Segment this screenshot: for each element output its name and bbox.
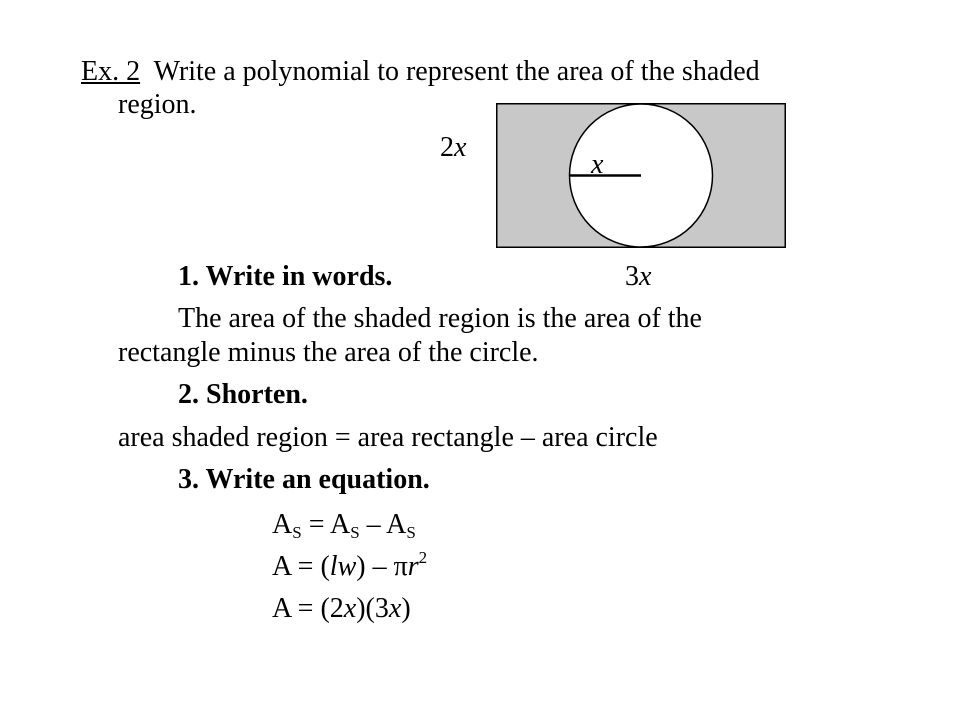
figure-width-label: 2x (440, 132, 467, 163)
example-label: Ex. 2 (81, 56, 141, 87)
equation-2: $A = (lw) - \pi r^2$ (272, 548, 428, 582)
figure-radius-label: x (591, 149, 604, 180)
equation-1: $A_S = A_S - A_S$ (272, 509, 416, 542)
step-2-label: 2. Shorten. (178, 379, 308, 410)
shaded-region-figure (496, 103, 786, 248)
step-1-text-line-2: rectangle minus the area of the circle. (118, 337, 539, 368)
question-line-2: region. (118, 89, 197, 120)
step-1-label: 1. Write in words. (178, 261, 393, 292)
figure-length-label: 3x (625, 261, 652, 292)
example-heading (81, 55, 760, 89)
equation-3: A = (2x)(3x) (272, 593, 411, 624)
step-2-text: area shaded region = area rectangle – area circle (118, 422, 658, 453)
step-1-text-line-1: The area of the shaded region is the area of the (178, 303, 702, 334)
question-line-1: Write a polynomial to represent the area of the shaded (153, 56, 760, 87)
step-3-label: 3. Write an equation. (178, 464, 430, 495)
